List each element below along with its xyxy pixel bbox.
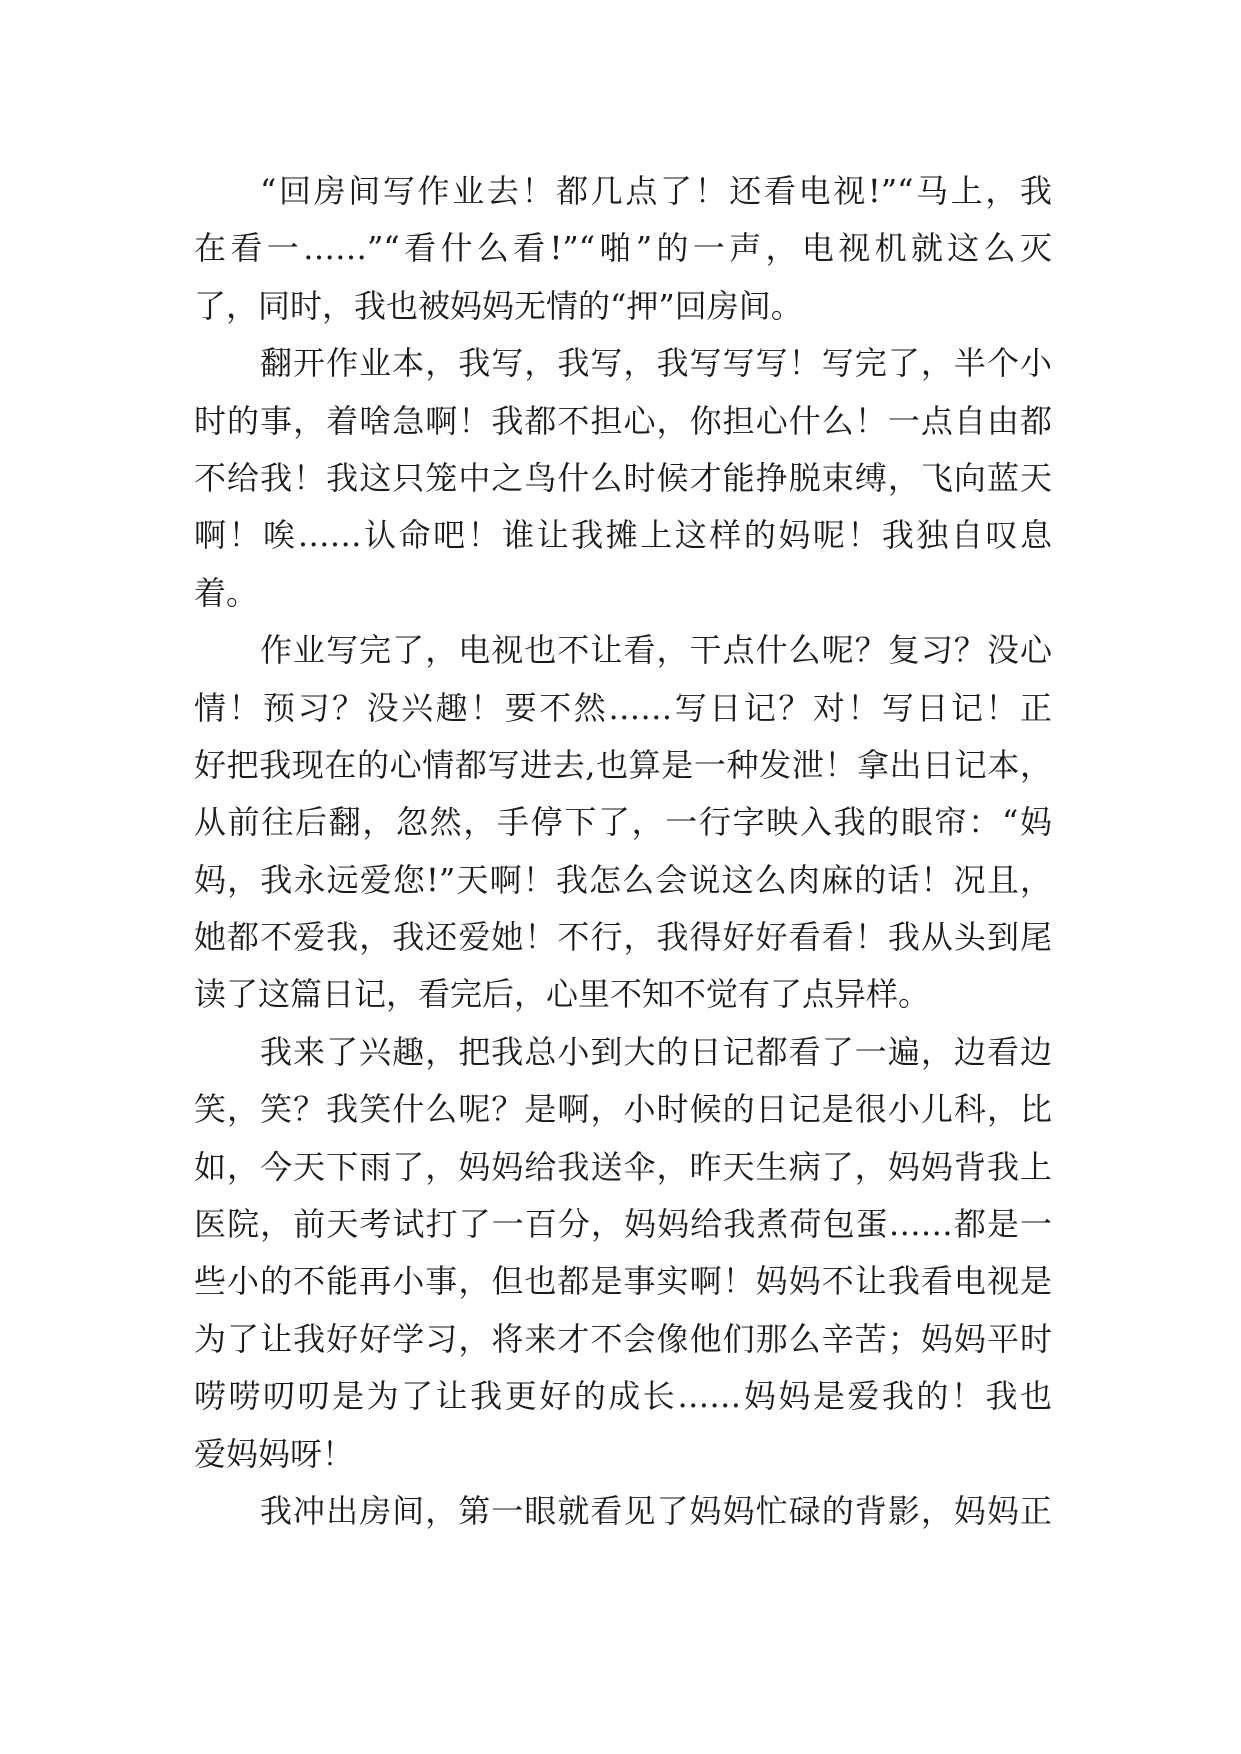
paragraph-4-line-1: 我来了兴趣，把我总小到大的日记都看了一遍，边看边 [260, 1032, 1052, 1071]
paragraph-2-line-3: 不给我！我这只笼中之鸟什么时候才能挣脱束缚，飞向蓝天 [194, 458, 1052, 497]
paragraph-2-line-1: 翻开作业本，我写，我写，我写写写！写完了，半个小 [260, 344, 1052, 383]
paragraph-3-line-1: 作业写完了，电视也不让看，干点什么呢？复习？没心 [260, 631, 1052, 670]
paragraph-4-line-8: 爱妈妈呀！ [194, 1434, 355, 1473]
paragraph-1-line-1: “回房间写作业去！都几点了！还看电视!”“马上，我 [260, 172, 1052, 210]
paragraph-2-line-5: 着。 [194, 573, 259, 612]
paragraph-5-line-1: 我冲出房间，第一眼就看见了妈妈忙碌的背影，妈妈正 [260, 1491, 1052, 1530]
paragraph-3-line-3: 好把我现在的心情都写进去,也算是一种发泄！拿出日记本， [194, 745, 1052, 784]
paragraph-3-line-4: 从前往后翻，忽然，手停下了，一行字映入我的眼帘：“妈 [194, 803, 1052, 842]
paragraph-1-line-3: 了，同时，我也被妈妈无情的“押”回房间。 [194, 286, 803, 325]
paragraph-4-line-2: 笑，笑？我笑什么呢？是啊，小时候的日记是很小儿科，比 [194, 1090, 1052, 1129]
paragraph-4-line-6: 为了让我好好学习，将来才不会像他们那么辛苦；妈妈平时 [194, 1319, 1052, 1358]
paragraph-4-line-5: 些小的不能再小事，但也都是事实啊！妈妈不让我看电视是 [194, 1262, 1052, 1301]
paragraph-3-line-7: 读了这篇日记，看完后，心里不知不觉有了点异样。 [194, 975, 931, 1014]
paragraph-4-line-7: 唠唠叨叨是为了让我更好的成长……妈妈是爱我的！我也 [194, 1377, 1052, 1416]
paragraph-1-line-2: 在看一……”“看什么看!”“啪”的一声，电视机就这么灭 [194, 229, 1052, 268]
body-text [194, 163, 1052, 1540]
paragraph-3-line-6: 她都不爱我，我还爱她！不行，我得好好看看！我从头到尾 [194, 918, 1052, 957]
paragraph-2-line-4: 啊！唉……认命吧！谁让我摊上这样的妈呢！我独自叹息 [194, 516, 1052, 555]
paragraph-4-line-3: 如，今天下雨了，妈妈给我送伞，昨天生病了，妈妈背我上 [194, 1147, 1052, 1186]
paragraph-2-line-2: 时的事，着啥急啊！我都不担心，你担心什么！一点自由都 [194, 401, 1052, 440]
paragraph-4-line-4: 医院，前天考试打了一百分，妈妈给我煮荷包蛋……都是一 [194, 1205, 1052, 1244]
paragraph-3-line-2: 情！预习？没兴趣！要不然……写日记？对！写日记！正 [194, 688, 1052, 727]
paragraph-3-line-5: 妈，我永远爱您!”天啊！我怎么会说这么肉麻的话！况且， [194, 860, 1052, 899]
